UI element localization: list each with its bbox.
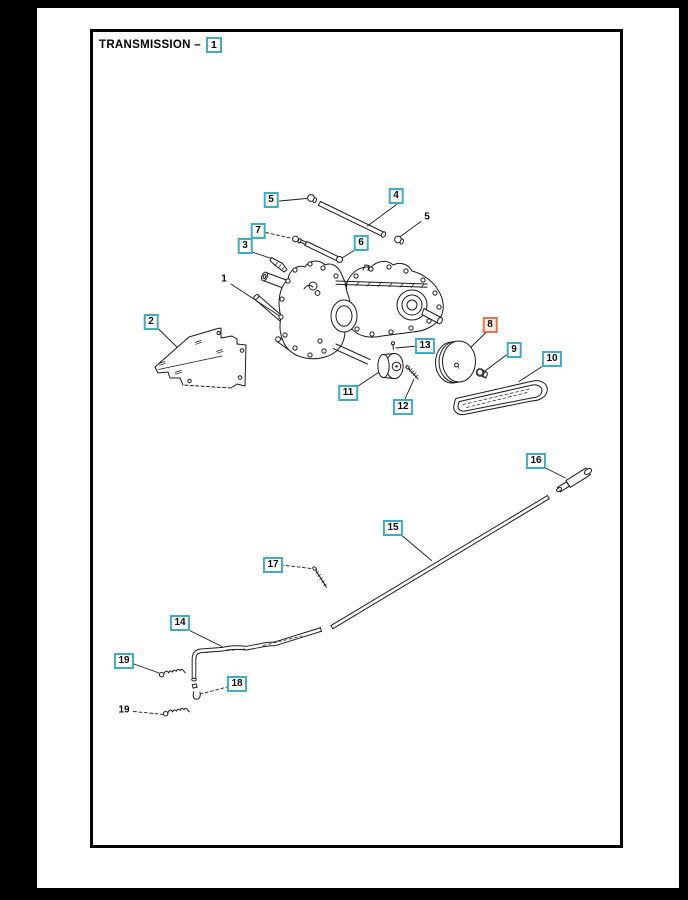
callout-12[interactable]: 12 (393, 399, 413, 415)
part-19-spring-upper (160, 669, 186, 677)
part-5-nut-right (395, 236, 404, 244)
callout-2[interactable]: 2 (144, 314, 159, 330)
part-5-nut-left (308, 195, 317, 204)
callout-4[interactable]: 4 (389, 188, 404, 204)
callout-5a[interactable]: 5 (264, 192, 279, 208)
callout-10[interactable]: 10 (542, 351, 562, 367)
part-6-rod (305, 242, 343, 263)
callout-14[interactable]: 14 (170, 615, 190, 631)
callout-18[interactable]: 18 (227, 676, 247, 692)
part-3-pin (270, 258, 287, 273)
part-12-screw (405, 365, 418, 379)
callout-9[interactable]: 9 (507, 342, 522, 358)
part-10-belt (454, 381, 548, 415)
callout-16[interactable]: 16 (526, 453, 546, 469)
callout-5b[interactable]: 5 (424, 211, 430, 223)
callout-13[interactable]: 13 (415, 338, 435, 354)
callout-19b[interactable]: 19 (118, 704, 130, 716)
part-11-idler-assembly (333, 342, 403, 379)
part-14-bent-rod (192, 628, 322, 681)
callout-1[interactable]: 1 (221, 273, 227, 285)
callout-19a[interactable]: 19 (114, 653, 134, 669)
part-16-grip (556, 467, 593, 492)
page-title (99, 37, 222, 53)
part-17-screw (312, 566, 326, 587)
leader-lines (133, 199, 566, 715)
callout-15[interactable]: 15 (383, 520, 403, 536)
callout-3[interactable]: 3 (238, 238, 253, 254)
callout-17[interactable]: 17 (263, 557, 283, 573)
callout-6[interactable]: 6 (354, 235, 369, 251)
part-15-rod (331, 496, 549, 629)
section-title: TRANSMISSION – (99, 39, 201, 51)
part-18-pin (192, 684, 200, 699)
section-part-ref[interactable]: 1 (206, 37, 222, 53)
part-8-pulley (436, 341, 476, 383)
part-19-spring-lower (164, 708, 190, 716)
callout-7[interactable]: 7 (251, 223, 266, 239)
part-7-bolt (293, 236, 306, 245)
callout-11[interactable]: 11 (338, 385, 358, 401)
callout-8-selected[interactable]: 8 (483, 317, 498, 333)
part-2-bracket (155, 328, 246, 388)
